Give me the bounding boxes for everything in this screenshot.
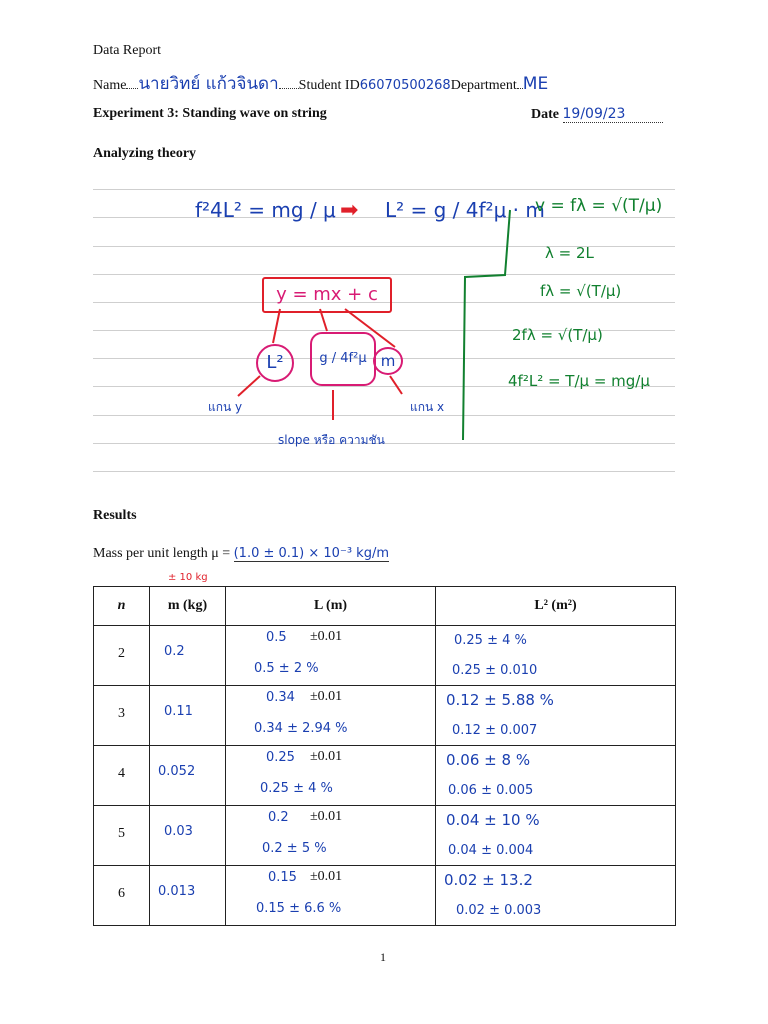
mapped-y: L² [266,352,284,373]
cell-n: 4 [118,766,125,781]
mapped-slope: g / 4f²μ [319,351,367,366]
cell-L2-top: 0.25 ± 4 % [454,633,527,648]
cell-L-bottom: 0.15 ± 6.6 % [256,901,342,916]
cell-n: 5 [118,826,125,841]
cell-L-top: 0.34 [266,690,295,705]
cell-L-unc: ±0.01 [310,689,343,704]
cell-m: 0.2 [164,644,185,659]
divider-bracket [455,205,515,445]
cell-L-unc: ±0.01 [310,629,343,644]
experiment-title: Experiment 3: Standing wave on string [93,106,327,121]
side-eq-2: λ = 2L [545,244,594,262]
cell-L-unc: ±0.01 [310,749,343,764]
results-table [93,586,676,926]
cell-L2-top: 0.04 ± 10 % [446,811,540,829]
cell-L-top: 0.2 [268,810,289,825]
cell-L2-bottom: 0.25 ± 0.010 [452,663,538,678]
mass-note: ± 10 kg [168,572,208,583]
side-eq-3: fλ = √(T/μ) [540,282,622,300]
col-L2: L² (m²) [436,587,676,626]
name-line [93,70,683,97]
cell-L2-bottom: 0.04 ± 0.004 [448,843,534,858]
cell-n: 3 [118,706,125,721]
cell-m: 0.013 [158,884,196,899]
mu-label: Mass per unit length μ = [93,546,231,561]
mu-value: (1.0 ± 0.1) × 10⁻³ kg/m [233,546,389,561]
results-heading: Results [93,508,137,523]
table-header-row [94,587,676,626]
cell-L-unc: ±0.01 [310,869,343,884]
cell-L-bottom: 0.5 ± 2 % [254,661,319,676]
date-value: 19/09/23 [563,106,663,123]
table-row [94,746,676,806]
label-arrows [220,372,420,432]
side-eq-4: 2fλ = √(T/μ) [512,326,603,344]
cell-L2-bottom: 0.12 ± 0.007 [452,723,538,738]
cell-m: 0.03 [164,824,193,839]
table-row [94,866,676,926]
arrow-icon: ➡ [340,198,359,223]
date-line [531,106,663,123]
eq-main-left: f²4L² = mg / μ [195,198,336,222]
cell-L-bottom: 0.2 ± 5 % [262,841,327,856]
side-eq-1: v = fλ = √(T/μ) [535,196,663,216]
page-number: 1 [380,950,386,964]
cell-L-top: 0.15 [268,870,297,885]
mapped-x-circle [373,347,403,375]
cell-L-bottom: 0.25 ± 4 % [260,781,333,796]
table-row [94,626,676,686]
name-value: นายวิทย์ แก้วจินดา [138,74,279,94]
table-row [94,806,676,866]
cell-L-top: 0.25 [266,750,295,765]
col-m: m (kg) [150,587,226,626]
line-eq: y = mx + c [276,284,378,305]
cell-L-top: 0.5 [266,630,287,645]
name-label: Name [93,78,127,93]
table-row [94,686,676,746]
department-label: Department [450,78,517,93]
col-n: n [94,587,150,626]
report-title: Data Report [93,43,162,58]
cell-L2-top: 0.02 ± 13.2 [444,871,533,889]
cell-L2-bottom: 0.06 ± 0.005 [448,783,534,798]
cell-n: 2 [118,646,125,661]
cell-m: 0.052 [158,764,196,779]
cell-L2-top: 0.06 ± 8 % [446,751,531,769]
cell-L-bottom: 0.34 ± 2.94 % [254,721,348,736]
mapped-x: m [380,352,396,370]
cell-n: 6 [118,886,125,901]
student-id-value: 66070500268 [359,78,451,93]
department-value: ME [522,74,549,94]
cell-L-unc: ±0.01 [310,809,343,824]
student-id-label: Student ID [298,78,360,93]
label-x-axis: แกน x [410,400,445,414]
date-label: Date [531,107,559,122]
cell-L2-top: 0.12 ± 5.88 % [446,691,554,709]
cell-m: 0.11 [164,704,193,719]
mu-line [93,546,389,562]
cell-L2-bottom: 0.02 ± 0.003 [456,903,542,918]
analyzing-heading: Analyzing theory [93,146,197,161]
eq-main-right: L² = g / 4f²μ · m [385,198,545,222]
side-eq-5: 4f²L² = T/μ = mg/μ [508,372,650,390]
label-slope: slope หรือ ความชัน [278,433,385,447]
col-L: L (m) [226,587,436,626]
label-y-axis: แกน y [208,400,243,414]
